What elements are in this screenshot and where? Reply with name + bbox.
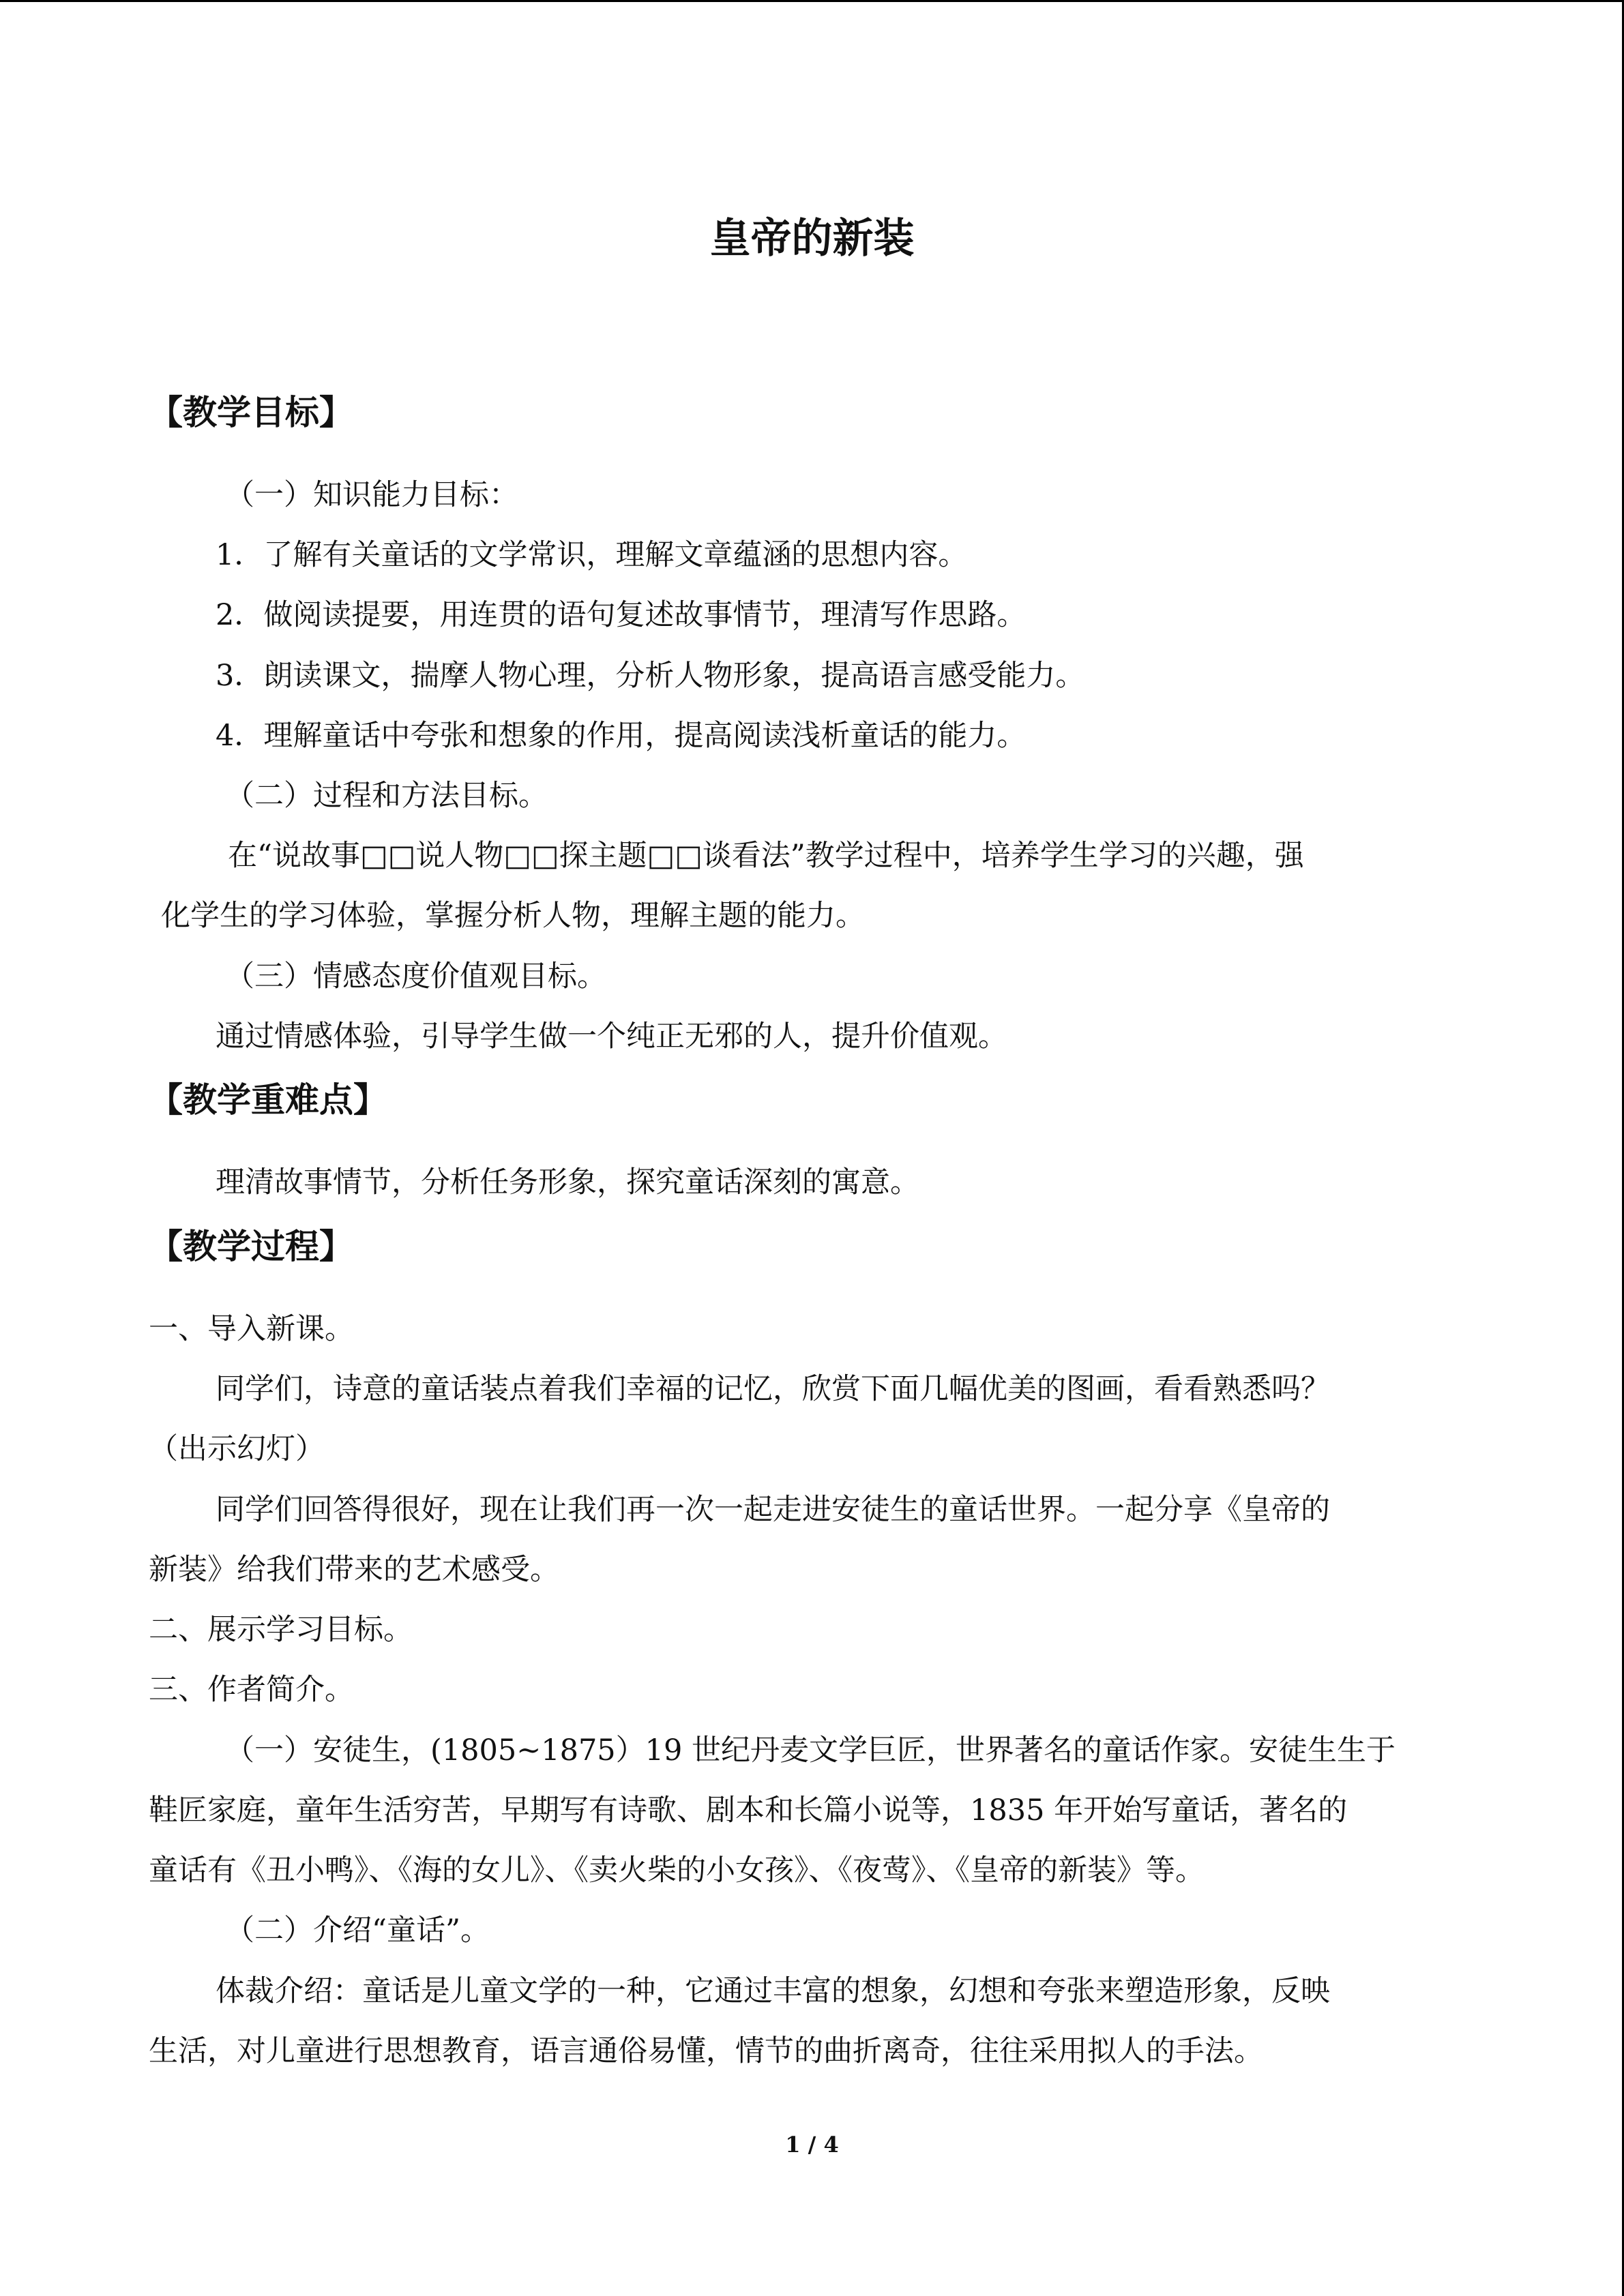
document-title: 皇帝的新装 bbox=[709, 215, 915, 263]
objective-item-2: 2．做阅读提要，用连贯的语句复述故事情节，理清写作思路。 bbox=[216, 598, 1027, 632]
author-paragraph-line-3: 童话有《丑小鸭》、《海的女儿》、《卖火柴的小女孩》、《夜莺》、《皇帝的新装》等。 bbox=[149, 1853, 1205, 1888]
objective-item-1: 1．了解有关童话的文学常识，理解文章蕴涵的思想内容。 bbox=[216, 538, 968, 572]
author-paragraph-line-1: （一）安徒生，(1805~1875）19 世纪丹麦文学巨匠，世界著名的童话作家。安徒生生于 bbox=[225, 1733, 1396, 1768]
key-points-heading: 【教学重难点】 bbox=[149, 1080, 387, 1120]
process-objective-line-2: 化学生的学习体验，掌握分析人物，理解主题的能力。 bbox=[161, 899, 865, 933]
process-heading: 【教学过程】 bbox=[149, 1227, 353, 1266]
intro-paragraph-1-line-2: （出示幻灯） bbox=[149, 1432, 325, 1466]
intro-paragraph-1-line-1: 同学们，诗意的童话装点着我们幸福的记忆，欣赏下面几幅优美的图画，看看熟悉吗？ bbox=[216, 1372, 1330, 1406]
step-2-title: 二、展示学习目标。 bbox=[149, 1613, 413, 1647]
step-3-title: 三、作者简介。 bbox=[149, 1673, 354, 1707]
objectives-heading: 【教学目标】 bbox=[149, 393, 353, 432]
knowledge-objective-title: （一）知识能力目标： bbox=[225, 478, 518, 512]
intro-paragraph-2-line-1: 同学们回答得很好，现在让我们再一次一起走进安徒生的童话世界。一起分享《皇帝的 bbox=[216, 1493, 1330, 1527]
key-points-text: 理清故事情节，分析任务形象，探究童话深刻的寓意。 bbox=[216, 1165, 919, 1199]
fairy-tale-line-2: 生活，对儿童进行思想教育，语言通俗易懂，情节的曲折离奇，往往采用拟人的手法。 bbox=[149, 2034, 1263, 2068]
process-objective-title: （二）过程和方法目标。 bbox=[225, 779, 548, 813]
step-1-title: 一、导入新课。 bbox=[149, 1312, 354, 1346]
fairy-tale-title: （二）介绍“童话”。 bbox=[225, 1913, 490, 1948]
page-number: 1 / 4 bbox=[785, 2132, 839, 2158]
objective-item-4: 4．理解童话中夸张和想象的作用，提高阅读浅析童话的能力。 bbox=[216, 719, 1027, 753]
intro-paragraph-2-line-2: 新装》给我们带来的艺术感受。 bbox=[149, 1553, 559, 1587]
objective-item-3: 3．朗读课文，揣摩人物心理，分析人物形象，提高语言感受能力。 bbox=[216, 659, 1085, 693]
author-paragraph-line-2: 鞋匠家庭，童年生活穷苦，早期写有诗歌、剧本和长篇小说等，1835 年开始写童话，著名的 bbox=[149, 1793, 1348, 1828]
page-border-top bbox=[0, 0, 1624, 2]
fairy-tale-line-1: 体裁介绍：童话是儿童文学的一种，它通过丰富的想象，幻想和夸张来塑造形象，反映 bbox=[216, 1974, 1330, 2008]
emotion-objective-text: 通过情感体验，引导学生做一个纯正无邪的人，提升价值观。 bbox=[216, 1019, 1007, 1054]
process-objective-line-1: 在“说故事□□说人物□□探主题□□谈看法”教学过程中，培养学生学习的兴趣，强 bbox=[228, 839, 1304, 873]
emotion-objective-title: （三）情感态度价值观目标。 bbox=[225, 959, 606, 994]
